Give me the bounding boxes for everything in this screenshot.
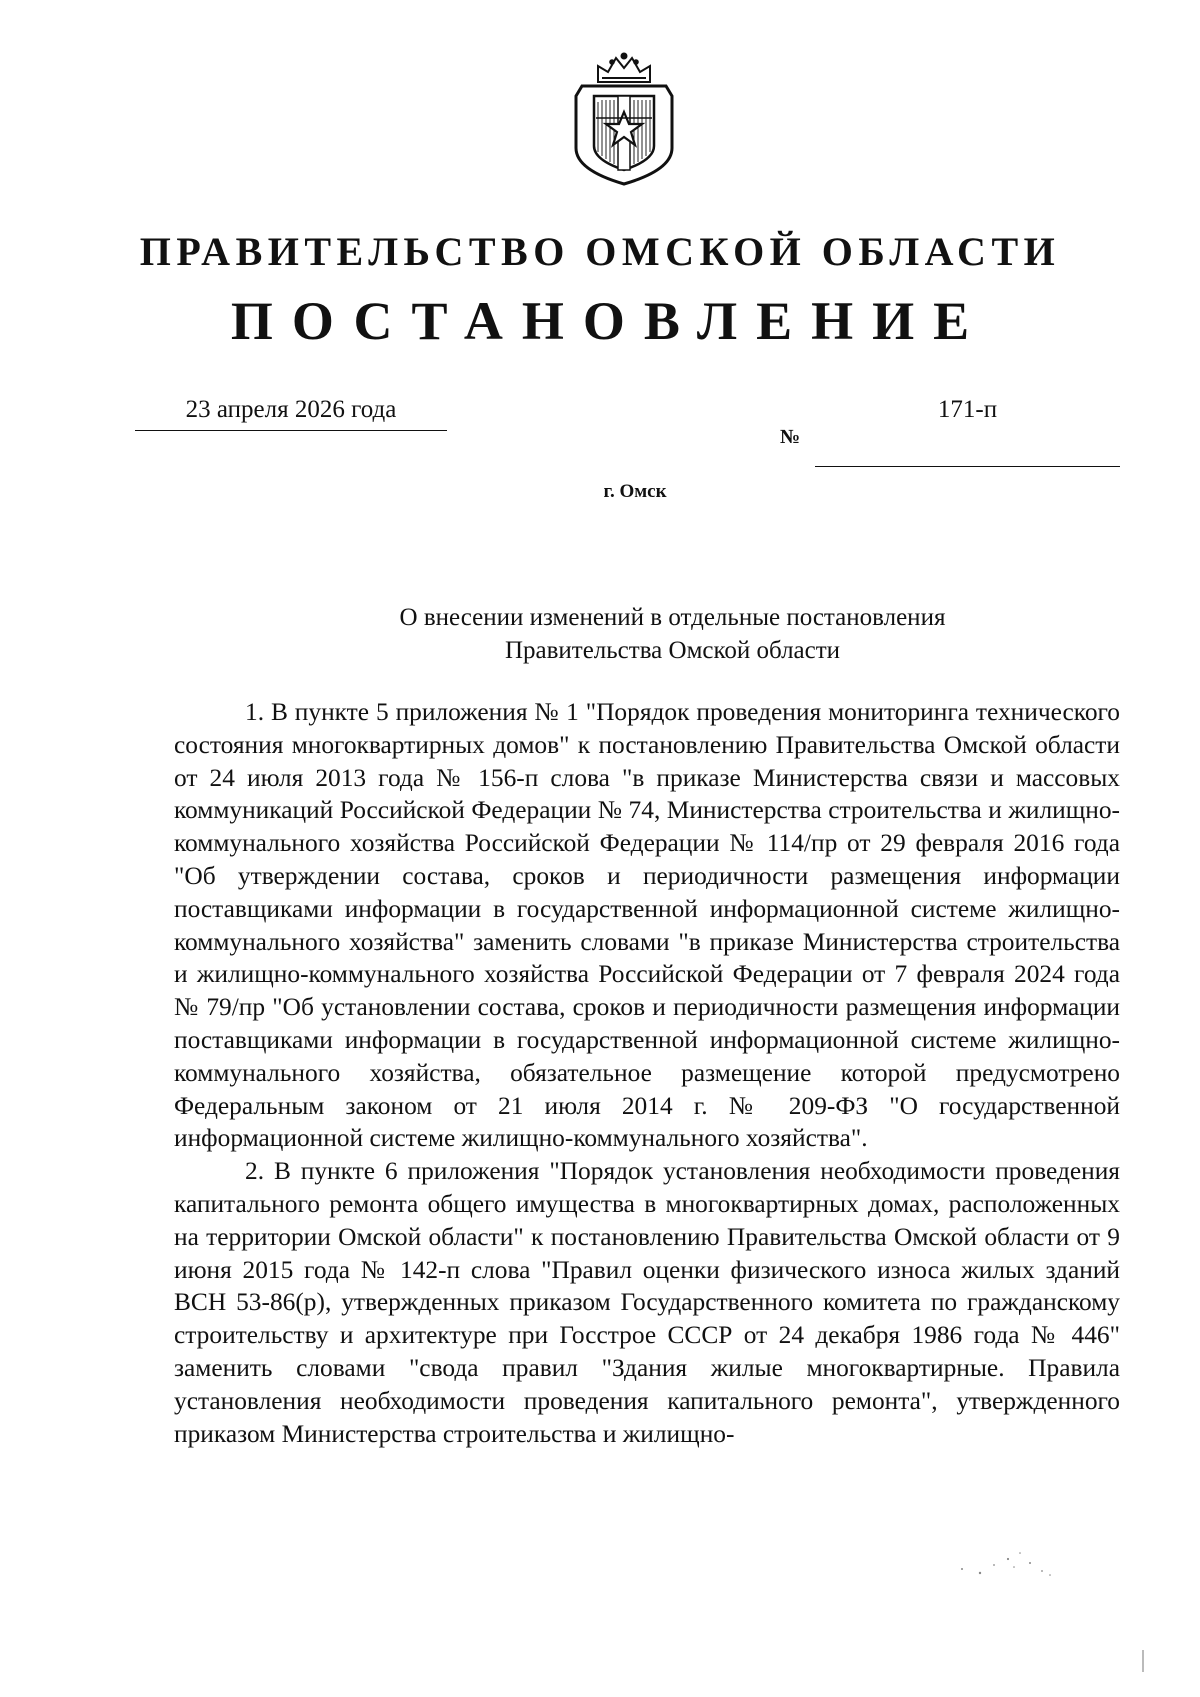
organization-title: ПРАВИТЕЛЬСТВО ОМСКОЙ ОБЛАСТИ [139,229,1061,274]
document-date: 23 апреля 2026 года [185,396,397,423]
subject-line-1: О внесении изменений в отдельные постановления [399,604,946,631]
scan-noise-marks [950,1545,1060,1585]
body-paragraph-2: 2. В пункте 6 приложения "Порядок установления необходимости проведения капитального ремонта общего имущества в многоквартирных домах, расположенных на территории Омской области" к постановлению Правительства Омской области от 9 июня 2015 года № 142-п слова "Правил оценки физического износа жилых зданий ВСН 53-86(р), утвержденных приказом Государственного комитета по гражданскому строительству и архитектуре при Госстрое СССР от 24 декабря 1986 года № 446" заменить словами "свода правил "Здания жилые многоквартирные. Правила установления необходимости проведения капитального ремонта", утвержденного приказом Министерства строительства и жилищно- [174,1157,1120,1448]
city-label: г. Омск [603,481,667,502]
document-type-title: ПОСТАНОВЛЕНИЕ [230,291,989,351]
document-subject [0,601,1200,667]
number-sign: № [780,426,801,448]
number-underline [815,466,1120,467]
body-paragraph-1: 1. В пункте 5 приложения № 1 "Порядок проведения мониторинга технического состояния многоквартирных домов" к постановлению Правительства Омской области от 24 июля 2013 года № 156-п слова "в приказе Министерства связи и массовых коммуникаций Российской Федерации № 74, Министерства строительства и жилищно-коммунального хозяйства Российской Федерации № 114/пр от 29 февраля 2016 года "Об утверждении состава, сроков и периодичности размещения информации поставщиками информации в государственной информационной системе жилищно-коммунального хозяйства" заменить словами "в приказе Министерства строительства и жилищно-коммунального хозяйства Российской Федерации от 7 февраля 2024 года № 79/пр "Об установлении состава, сроков и периодичности размещения информации поставщиками информации в государственной информационной системе жилищно-коммунального хозяйства, обязательное размещение которой предусмотрено Федеральным законом от 21 июля 2014 г. № 209-ФЗ "О государственной информационной системе жилищно-коммунального хозяйства". [174,698,1120,1153]
date-underline [135,430,447,431]
coat-of-arms-icon [568,52,680,188]
document-body [174,696,1120,1450]
subject-line-2: Правительства Омской области [504,637,841,664]
document-number: 171-п [937,396,998,423]
margin-mark [1140,1650,1146,1672]
